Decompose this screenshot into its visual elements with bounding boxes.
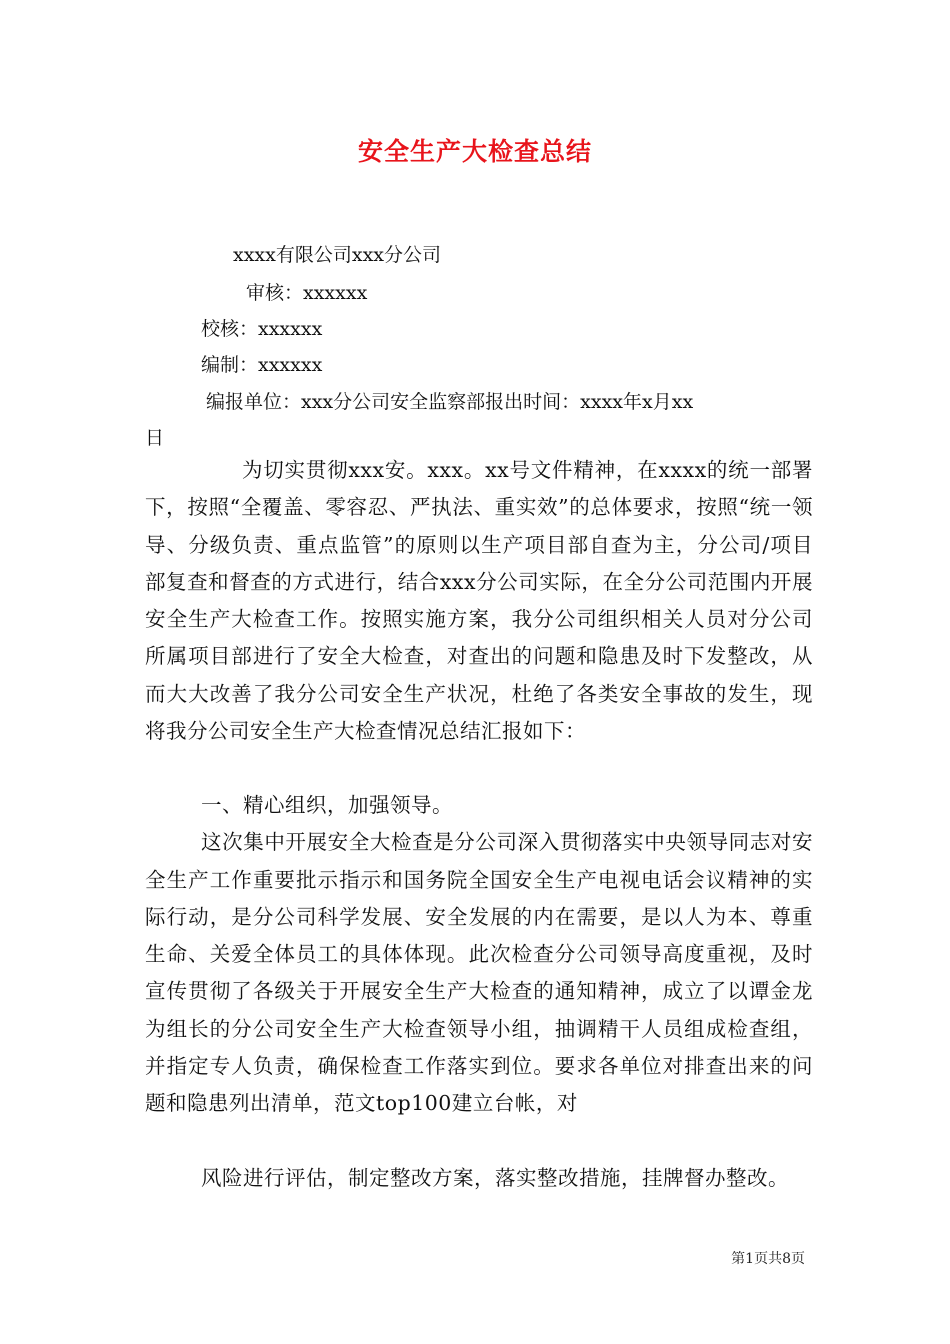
- body-section-2: [145, 787, 813, 1123]
- reviewer-line: 审核：xxxxxx: [246, 282, 368, 304]
- paragraph-organization: 这次集中开展安全大检查是分公司深入贯彻落实中央领导同志对安全生产工作重要批示指示和国务院全国安全生产电视电话会议精神的实际行动，是分公司科学发展、安全发展的内在需要，是以人为本、尊重生命、关爱全体员工的具体体现。此次检查分公司领导高度重视，及时宣传贯彻了各级关于开展安全生产大检查的通知精神，成立了以谭金龙为组长的分公司安全生产大检查领导小组，抽调精干人员组成检查组，并指定专人负责，确保检查工作落实到位。要求各单位对排查出来的问题和隐患列出清单，范文top100建立台帐，对: [145, 830, 813, 1116]
- body-section-1: [145, 452, 813, 750]
- section-heading: 一、精心组织，加强领导。: [201, 793, 453, 817]
- paragraph-risk: 风险进行评估，制定整改方案，落实整改措施，挂牌督办整改。: [201, 1166, 789, 1190]
- company-line: xxxx有限公司xxx分公司: [233, 244, 442, 266]
- page-footer: 第1页共8页: [731, 1251, 805, 1267]
- proofreader-line: 校核：xxxxxx: [201, 318, 323, 340]
- paragraph-intro: 为切实贯彻xxx安。xxx。xx号文件精神，在xxxx的统一部署下，按照“全覆盖、零容忍、严执法、重实效”的总体要求，按照“统一领导、分级负责、重点监管”的原则以生产项目部自查为主，分公司/项目部复查和督查的方式进行，结合xxx分公司实际，在全分公司范围内开展安全生产大检查工作。按照实施方案，我分公司组织相关人员对分公司所属项目部进行了安全大检查，对查出的问题和隐患及时下发整改，从而大大改善了我分公司安全生产状况，杜绝了各类安全事故的发生，现将我分公司安全生产大检查情况总结汇报如下：: [145, 458, 813, 744]
- compiler-line: 编制：xxxxxx: [201, 354, 323, 376]
- report-unit-line: 编报单位：xxx分公司安全监察部报出时间：xxxx年x月xx: [206, 391, 694, 413]
- body-section-3: [145, 1160, 813, 1197]
- report-unit-wrap: 日: [145, 427, 165, 449]
- document-title: 安全生产大检查总结: [357, 137, 592, 166]
